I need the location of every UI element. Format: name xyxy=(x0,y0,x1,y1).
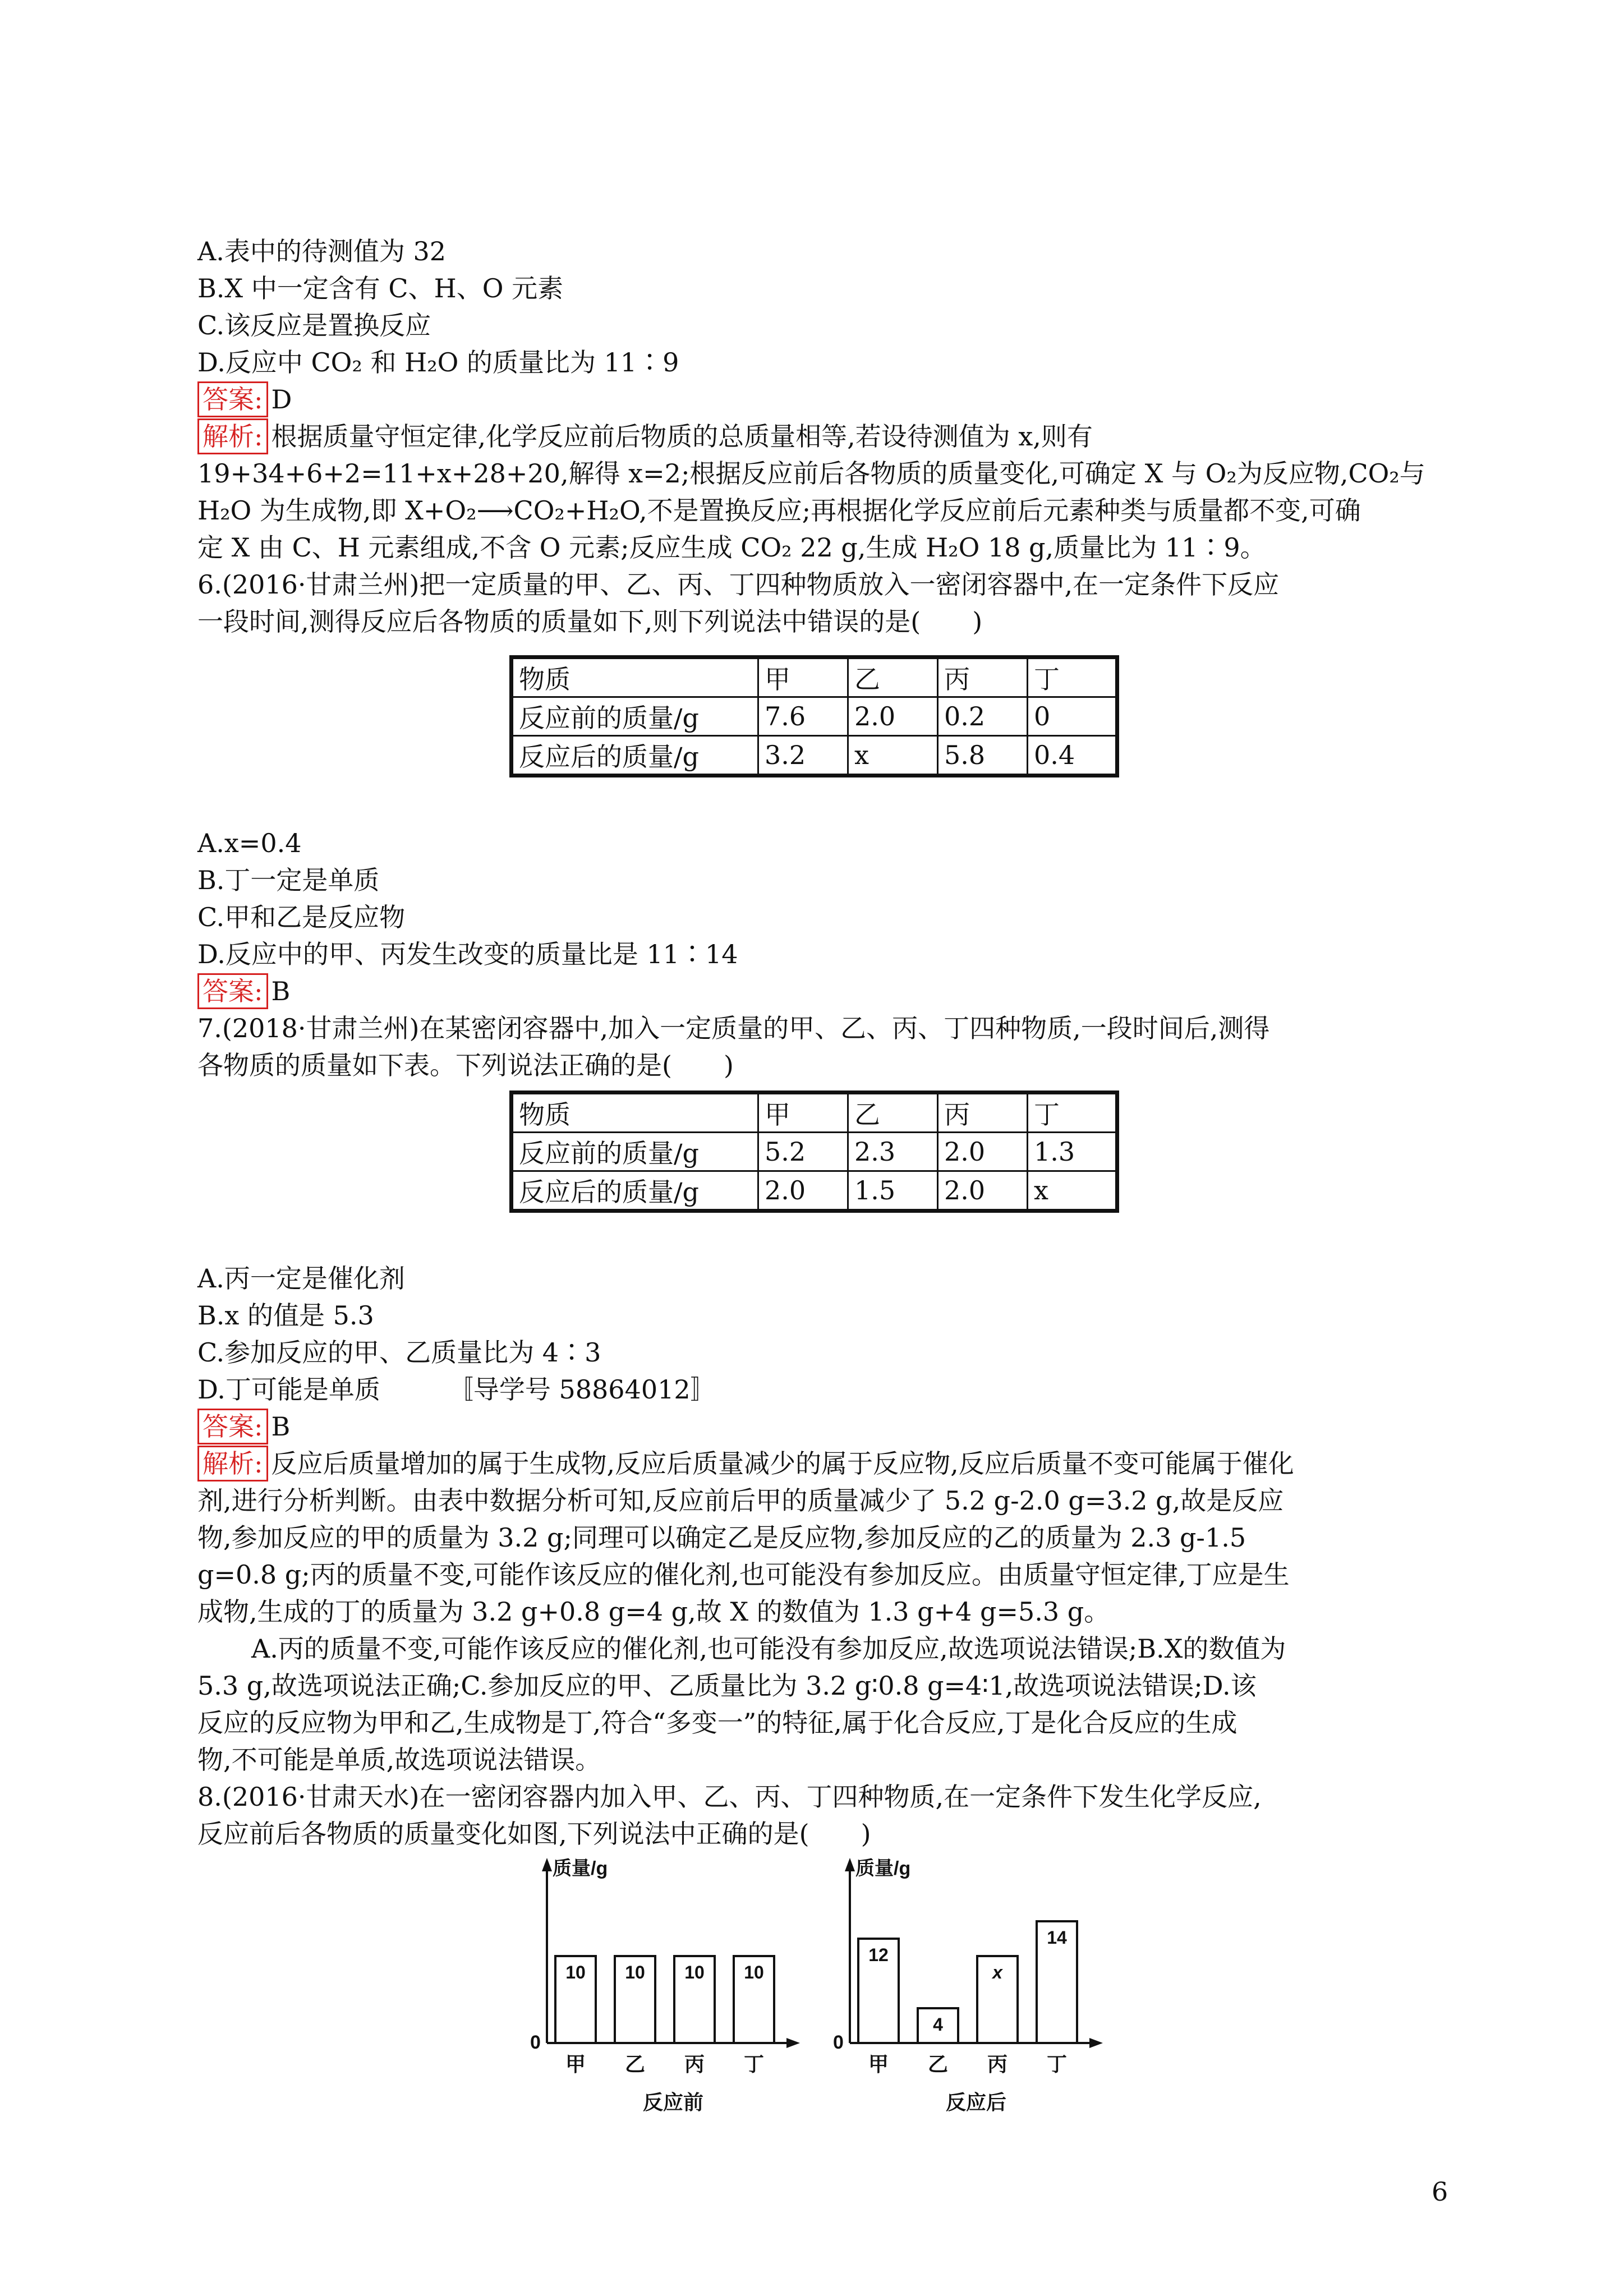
category-label: 甲 xyxy=(868,2053,889,2076)
page-number: 6 xyxy=(1432,2177,1448,2207)
origin-label: 0 xyxy=(833,2032,844,2053)
table-cell: 乙 xyxy=(848,657,938,697)
q7-analysis-line: 成物,生成的丁的质量为 3.2 g+0.8 g=4 g,故 X 的数值为 1.3 g+4 g=5.3 g。 xyxy=(197,1596,1110,1627)
q5-option-c: C.该反应是置换反应 xyxy=(197,310,431,341)
q6-option-d: D.反应中的甲、丙发生改变的质量比是 11∶14 xyxy=(197,939,738,969)
q5-option-a: A.表中的待测值为 32 xyxy=(197,236,446,266)
bar-value-label: 14 xyxy=(1047,1927,1067,1948)
bar-value-label: 10 xyxy=(625,1962,645,1982)
bar-value-label: x xyxy=(992,1962,1002,1982)
q7-stem: 7.(2018·甘肃兰州)在某密闭容器中,加入一定质量的甲、乙、丙、丁四种物质,一段时间后,测得 xyxy=(197,1013,1270,1043)
q6-stem: 一段时间,测得反应后各物质的质量如下,则下列说法中错误的是( ) xyxy=(197,606,983,637)
table-cell: 0.4 xyxy=(1028,736,1117,776)
q6-stem: 6.(2016·甘肃兰州)把一定质量的甲、乙、丙、丁四种物质放入一密闭容器中,在一定条件下反应 xyxy=(197,569,1280,600)
table-row xyxy=(512,697,1117,736)
q5-analysis-line: H₂O 为生成物,即 X+O₂⟶CO₂+H₂O,不是置换反应;再根据化学反应前后元素种类与质量都不变,可确 xyxy=(197,495,1361,526)
q5-analysis-line: 19+34+6+2=11+x+28+20,解得 x=2;根据反应前后各物质的质量变化,可确定 X 与 O₂为反应物,CO₂与 xyxy=(197,458,1425,489)
chart-before xyxy=(522,1851,813,2115)
answer-label: 答案: xyxy=(197,1409,268,1444)
table-cell: 反应前的质量/g xyxy=(512,1133,758,1171)
q6-option-b: B.丁一定是单质 xyxy=(197,865,380,895)
table-cell: 反应前的质量/g xyxy=(512,697,758,736)
category-label: 丙 xyxy=(987,2053,1008,2076)
q7-analysis-line: 物,参加反应的甲的质量为 3.2 g;同理可以确定乙是反应物,参加反应的乙的质量为 2.3 g-1.5 xyxy=(197,1522,1246,1553)
q5-analysis-line: 定 X 由 C、H 元素组成,不含 O 元素;反应生成 CO₂ 22 g,生成 H₂O 18 g,质量比为 11∶9。 xyxy=(197,532,1266,563)
table-cell: 甲 xyxy=(758,657,848,697)
q5-option-d: D.反应中 CO₂ 和 H₂O 的质量比为 11∶9 xyxy=(197,347,679,378)
category-label: 乙 xyxy=(624,2053,646,2076)
table-cell: 0 xyxy=(1028,697,1117,736)
q7-table xyxy=(509,1091,1119,1213)
bar-value-label: 10 xyxy=(684,1962,705,1982)
q7-analysis-line: A.丙的质量不变,可能作该反应的催化剂,也可能没有参加反应,故选项说法错误;B.X的数值为 xyxy=(251,1634,1286,1664)
answer-value: D xyxy=(271,384,292,415)
q7-option-b: B.x 的值是 5.3 xyxy=(197,1300,374,1331)
table-cell: 2.0 xyxy=(758,1171,848,1211)
q7-answer xyxy=(197,1408,290,1445)
x-axis-arrow xyxy=(1089,2038,1103,2048)
table-cell: 2.3 xyxy=(848,1133,938,1171)
table-cell: 物质 xyxy=(512,657,758,697)
table-cell: 乙 xyxy=(848,1093,938,1133)
table-cell: 2.0 xyxy=(938,1171,1028,1211)
table-cell: x xyxy=(848,736,938,776)
analysis-label: 解析: xyxy=(197,418,268,454)
table-cell: 丁 xyxy=(1028,657,1117,697)
q7-option-a: A.丙一定是催化剂 xyxy=(197,1263,405,1294)
q7-analysis-line: 物,不可能是单质,故选项说法错误。 xyxy=(197,1745,601,1775)
table-header-row xyxy=(512,1093,1117,1133)
table-cell: 7.6 xyxy=(758,697,848,736)
q5-answer xyxy=(197,381,292,418)
analysis-label: 解析: xyxy=(197,1446,268,1481)
q7-analysis-line: 剂,进行分析判断。由表中数据分析可知,反应前后甲的质量减少了 5.2 g-2.0 g=3.2 g,故是反应 xyxy=(197,1485,1284,1516)
analysis-text: 根据质量守恒定律,化学反应前后物质的总质量相等,若设待测值为 x,则有 xyxy=(271,421,1093,452)
table-cell: 反应后的质量/g xyxy=(512,736,758,776)
q6-answer xyxy=(197,973,290,1010)
q7-analysis-line: g=0.8 g;丙的质量不变,可能作该反应的催化剂,也可能没有参加反应。由质量守恒定律,丁应是生 xyxy=(197,1559,1290,1590)
table-cell: 5.2 xyxy=(758,1133,848,1171)
category-label: 丙 xyxy=(684,2053,705,2076)
table-cell: 丙 xyxy=(938,657,1028,697)
bar-value-label: 12 xyxy=(868,1945,889,1965)
table-row xyxy=(512,736,1117,776)
bar-value-label: 10 xyxy=(744,1962,764,1982)
q6-option-c: C.甲和乙是反应物 xyxy=(197,902,406,932)
table-cell: 1.5 xyxy=(848,1171,938,1211)
table-cell: 1.3 xyxy=(1028,1133,1117,1171)
option-text: D.丁可能是单质 xyxy=(197,1374,380,1405)
category-label: 乙 xyxy=(927,2053,949,2076)
analysis-text: 反应后质量增加的属于生成物,反应后质量减少的属于反应物,反应后质量不变可能属于催化 xyxy=(271,1448,1294,1479)
table-cell: 物质 xyxy=(512,1093,758,1133)
q5-analysis-line xyxy=(197,418,1093,455)
table-cell: 3.2 xyxy=(758,736,848,776)
x-axis-arrow xyxy=(786,2038,800,2048)
table-cell: 2.0 xyxy=(938,1133,1028,1171)
reference-number: 〚导学号 58864012〛 xyxy=(447,1374,716,1405)
q7-analysis-line xyxy=(197,1445,1294,1482)
bar-value-label: 4 xyxy=(933,2014,943,2035)
q8-stem: 反应前后各物质的质量变化如图,下列说法中正确的是( ) xyxy=(197,1819,871,1849)
table-cell: 2.0 xyxy=(848,697,938,736)
table-cell: 丙 xyxy=(938,1093,1028,1133)
answer-label: 答案: xyxy=(197,973,268,1009)
q8-stem: 8.(2016·甘肃天水)在一密闭容器内加入甲、乙、丙、丁四种物质,在一定条件下发生化学反应, xyxy=(197,1782,1262,1812)
q7-option-c: C.参加反应的甲、乙质量比为 4∶3 xyxy=(197,1337,601,1368)
chart-caption: 反应后 xyxy=(945,2091,1007,2114)
table-cell: 反应后的质量/g xyxy=(512,1171,758,1211)
q6-table xyxy=(509,655,1119,777)
q5-option-b: B.X 中一定含有 C、H、O 元素 xyxy=(197,273,564,303)
origin-label: 0 xyxy=(530,2032,541,2053)
y-axis-arrow xyxy=(845,1858,855,1871)
table-row xyxy=(512,1171,1117,1211)
table-cell: 甲 xyxy=(758,1093,848,1133)
table-cell: 0.2 xyxy=(938,697,1028,736)
table-cell: x xyxy=(1028,1171,1117,1211)
y-axis-label: 质量/g xyxy=(553,1858,608,1879)
q6-option-a: A.x=0.4 xyxy=(197,828,302,858)
q7-stem: 各物质的质量如下表。下列说法正确的是( ) xyxy=(197,1050,734,1080)
table-row xyxy=(512,1133,1117,1171)
chart-after xyxy=(825,1851,1116,2115)
table-cell: 丁 xyxy=(1028,1093,1117,1133)
category-label: 甲 xyxy=(565,2053,586,2076)
table-header-row xyxy=(512,657,1117,697)
q7-analysis-line: 5.3 g,故选项说法正确;C.参加反应的甲、乙质量比为 3.2 g∶0.8 g=4∶1,故选项说法错误;D.该 xyxy=(197,1671,1257,1701)
y-axis-label: 质量/g xyxy=(855,1858,911,1879)
q7-analysis-line: 反应的反应物为甲和乙,生成物是丁,符合“多变一”的特征,属于化合反应,丁是化合反应的生成 xyxy=(197,1708,1237,1738)
answer-value: B xyxy=(271,976,291,1006)
table-cell: 5.8 xyxy=(938,736,1028,776)
answer-label: 答案: xyxy=(197,381,268,417)
y-axis-arrow xyxy=(542,1858,552,1871)
q7-option-d xyxy=(197,1371,716,1408)
bar-value-label: 10 xyxy=(565,1962,586,1982)
category-label: 丁 xyxy=(743,2053,765,2076)
chart-caption: 反应前 xyxy=(642,2091,704,2114)
answer-value: B xyxy=(271,1411,291,1442)
category-label: 丁 xyxy=(1046,2053,1068,2076)
